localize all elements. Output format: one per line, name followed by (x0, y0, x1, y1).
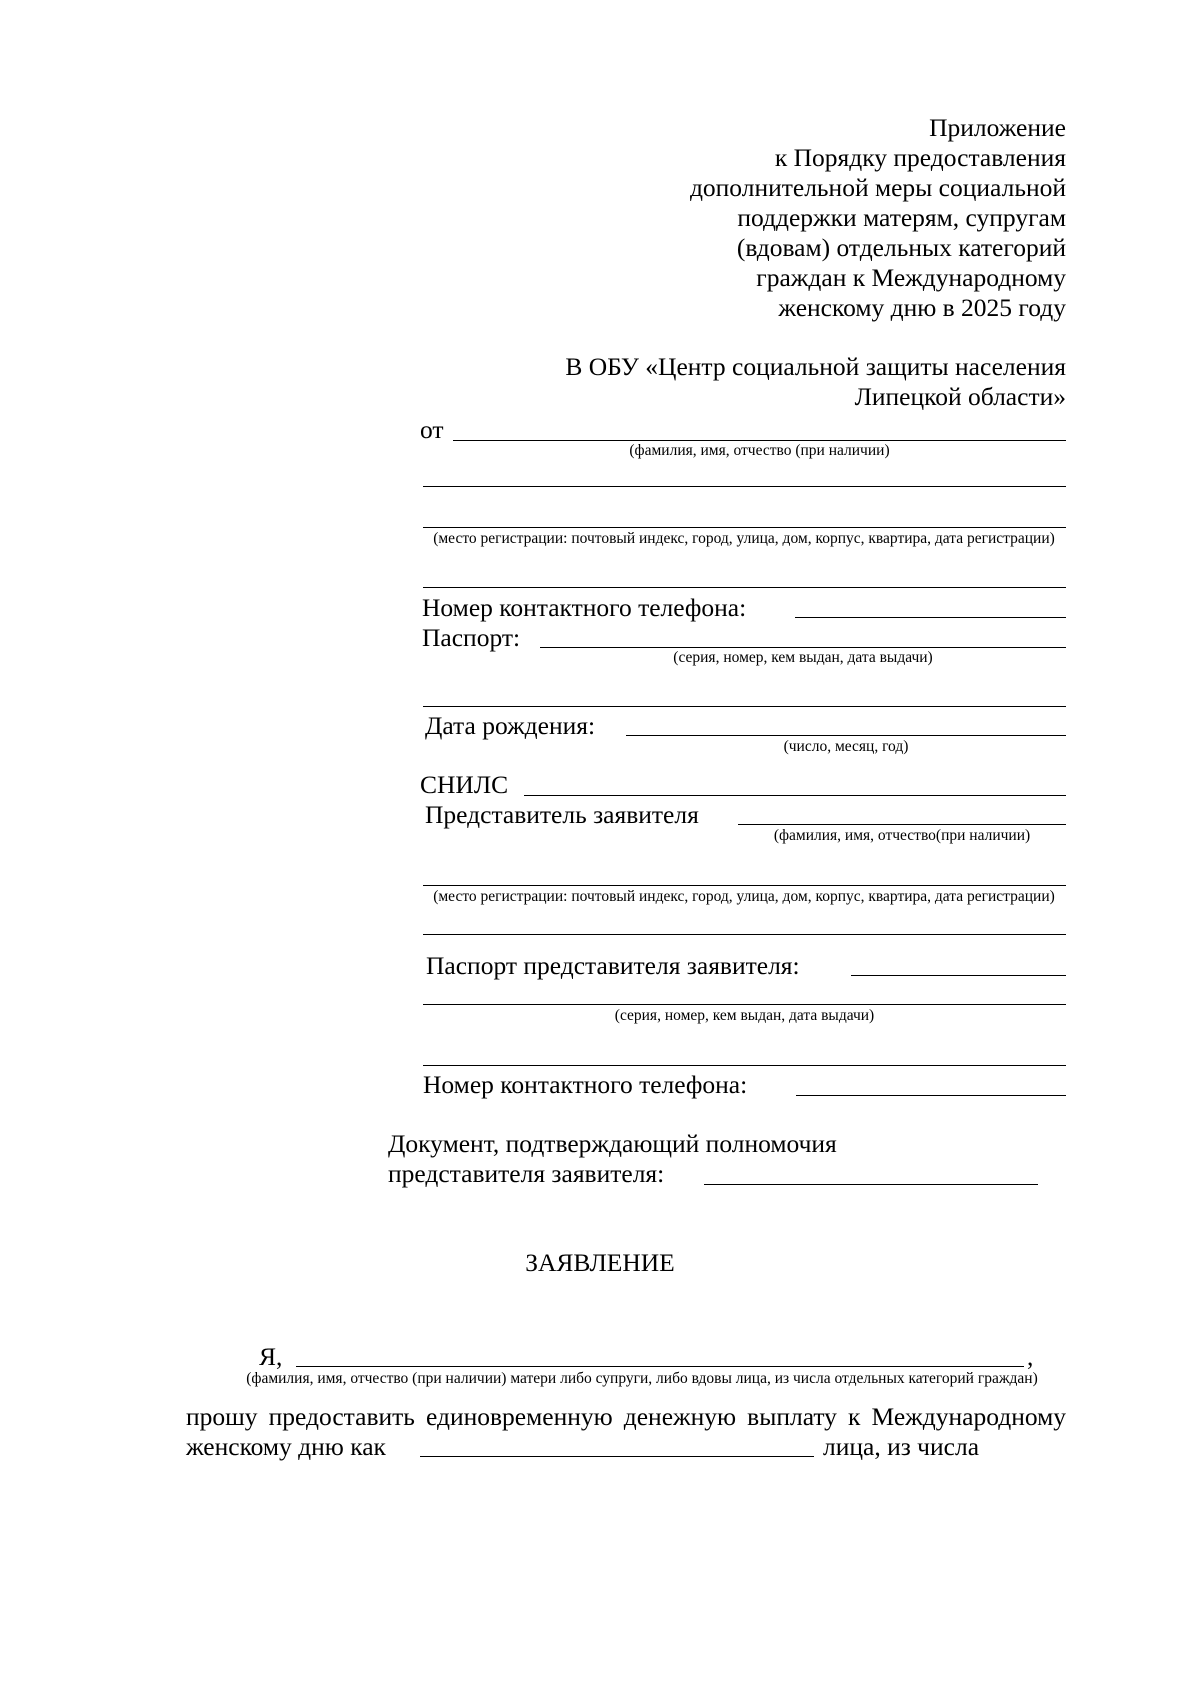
addressee-line-1: В ОБУ «Центр социальной защиты населения (565, 352, 1066, 381)
applicant-passport-hint: (серия, номер, кем выдан, дата выдачи) (673, 649, 933, 666)
appendix-line-6: граждан к Международному (756, 263, 1066, 292)
appendix-line-2: к Порядку предоставления (774, 143, 1066, 172)
representative-fio-field[interactable] (738, 824, 1066, 825)
applicant-passport-field-2[interactable] (423, 706, 1066, 707)
representative-passport-field[interactable] (851, 975, 1066, 976)
representative-phone-label: Номер контактного телефона: (423, 1070, 748, 1099)
representative-passport-field-3[interactable] (423, 1065, 1066, 1066)
appendix-line-5: (вдовам) отдельных категорий (736, 233, 1066, 262)
applicant-fio-hint: (фамилия, имя, отчество (при наличии) (629, 442, 890, 459)
applicant-phone-label: Номер контактного телефона: (422, 593, 747, 622)
authority-doc-label-2: представителя заявителя: (388, 1159, 665, 1188)
birth-date-label: Дата рождения: (425, 711, 596, 740)
representative-fio-hint: (фамилия, имя, отчество(при наличии) (773, 827, 1031, 844)
representative-address-hint: (место регистрации: почтовый индекс, город, улица, дом, корпус, квартира, дата регистрации) (433, 888, 1055, 905)
appendix-line-4: поддержки матерям, супругам (737, 203, 1066, 232)
representative-phone-field[interactable] (796, 1095, 1066, 1096)
applicant-address-field-2[interactable] (423, 527, 1066, 528)
representative-address-field-1[interactable] (423, 885, 1066, 886)
applicant-passport-field[interactable] (540, 647, 1066, 648)
statement-body-line-2-start: женскому дню как (186, 1432, 386, 1461)
applicant-address-field-3[interactable] (423, 587, 1066, 588)
statement-fio-field[interactable] (296, 1366, 1024, 1367)
from-label: от (420, 415, 444, 444)
snils-label: СНИЛС (420, 770, 509, 799)
statement-fio-hint: (фамилия, имя, отчество (при наличии) матери либо супруги, либо вдовы лица, из числа отдельных категорий граждан) (246, 1370, 1038, 1387)
representative-address-field-2[interactable] (423, 934, 1066, 935)
statement-title: ЗАЯВЛЕНИЕ (525, 1248, 675, 1277)
appendix-line-3: дополнительной меры социальной (689, 173, 1066, 202)
representative-passport-field-2[interactable] (423, 1004, 1066, 1005)
representative-passport-label: Паспорт представителя заявителя: (426, 951, 800, 980)
appendix-line-7: женскому дню в 2025 году (778, 293, 1066, 322)
appendix-line-1: Приложение (929, 113, 1066, 142)
statement-category-field[interactable] (420, 1456, 814, 1457)
applicant-phone-field[interactable] (795, 617, 1066, 618)
addressee-line-2: Липецкой области» (854, 382, 1066, 411)
statement-body-line-1: прошу предоставить единовременную денежную выплату к Международному (186, 1402, 1066, 1431)
snils-field[interactable] (524, 795, 1066, 796)
statement-comma: , (1027, 1342, 1034, 1371)
statement-i-label: Я, (259, 1342, 283, 1371)
applicant-passport-label: Паспорт: (422, 623, 521, 652)
applicant-address-field-1[interactable] (423, 486, 1066, 487)
representative-label: Представитель заявителя (425, 800, 699, 829)
authority-doc-field[interactable] (704, 1184, 1038, 1185)
applicant-fio-field[interactable] (453, 440, 1066, 441)
applicant-address-hint: (место регистрации: почтовый индекс, город, улица, дом, корпус, квартира, дата регистрации) (433, 530, 1055, 547)
representative-passport-hint: (серия, номер, кем выдан, дата выдачи) (614, 1007, 875, 1024)
birth-date-hint: (число, месяц, год) (783, 738, 909, 755)
authority-doc-label-1: Документ, подтверждающий полномочия (388, 1129, 837, 1158)
birth-date-field[interactable] (626, 735, 1066, 736)
statement-body-line-2-end: лица, из числа (823, 1432, 980, 1461)
